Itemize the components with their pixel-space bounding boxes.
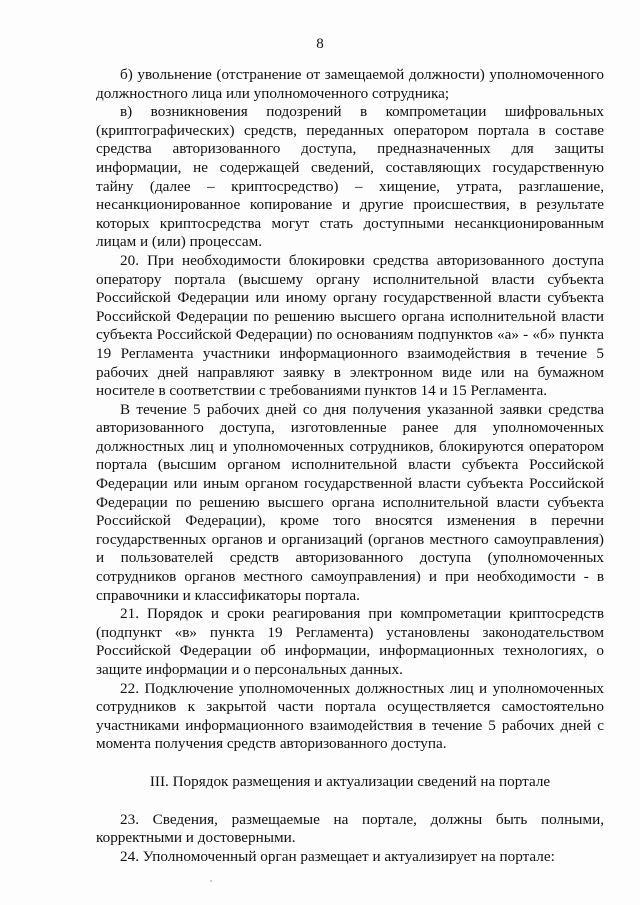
page-number: 8 — [316, 36, 324, 52]
paragraph-23: 23. Сведения, размещаемые на портале, должны быть полными, корректными и достоверными. — [96, 810, 604, 847]
paragraph-b-dismissal: б) увольнение (отстранение от замещаемой должности) уполномоченного должностного лица или уполномоченного сотрудника; — [96, 66, 604, 102]
paragraph-v-compromise: в) возникновения подозрений в компрометации шифровальных (криптографических) средств, переданных оператором портала в составе средства авторизованного доступа, предназначенных для защиты информации, не содержащей сведений, составляющих государственную тайну (далее – криптосредство) – хищение, утрата, разглашение, несанкционированное копирование и другие происшествия, в результате которых криптосредства могут стать доступными несанкционированным лицам и (или) процессам. — [96, 103, 604, 251]
document-body — [96, 66, 604, 866]
paragraph-21: 21. Порядок и сроки реагирования при компрометации криптосредств (подпункт «в» пункта 19 Регламента) установлены законодательством Российской Федерации об информации, информационных технологиях, о защите информации и о персональных данных. — [96, 605, 604, 678]
paragraph-20: 20. При необходимости блокировки средства авторизованного доступа оператору портала (высшему органу исполнительной власти субъекта Российской Федерации или иному органу государственной власти субъекта Российской Федерации по решению высшего органа исполнительной власти субъекта Российской Федерации) по основаниям подпунктов «а» - «б» пункта 19 Регламента участники информационного взаимодействия в течение 5 рабочих дней направляют заявку в электронном виде или на бумажном носителе в соответствии с требованиями пунктов 14 и 15 Регламента. — [96, 251, 604, 400]
paragraph-20-continued: В течение 5 рабочих дней со дня получения указанной заявки средства авторизованного доступа, изготовленные ранее для уполномоченных должностных лиц и уполномоченных сотрудников, блокируются оператором портала (высшим органом исполнительной власти субъекта Российской Федерации или иным органом государственной власти субъекта Российской Федерации по решению высшего органа исполнительной власти субъекта Российской Федерации), кроме того вносятся изменения в перечни государственных органов и организаций (органов местного самоуправления) и пользователей средств авторизованного доступа (уполномоченных сотрудников органов местного самоуправления) и при необходимости - в справочники и классификаторы портала. — [96, 400, 604, 604]
section-heading: III. Порядок размещения и актуализации сведений на портале — [149, 772, 551, 790]
paragraph-24: 24. Уполномоченный орган размещает и актуализирует на портале: — [120, 847, 555, 865]
paragraph-22: 22. Подключение уполномоченных должностных лиц и уполномоченных сотрудников к закрытой части портала осуществляется самостоятельно участниками информационного взаимодействия в течение 5 рабочих дней с момента получения средств авторизованного доступа. — [96, 679, 604, 753]
scan-speck — [210, 880, 212, 882]
